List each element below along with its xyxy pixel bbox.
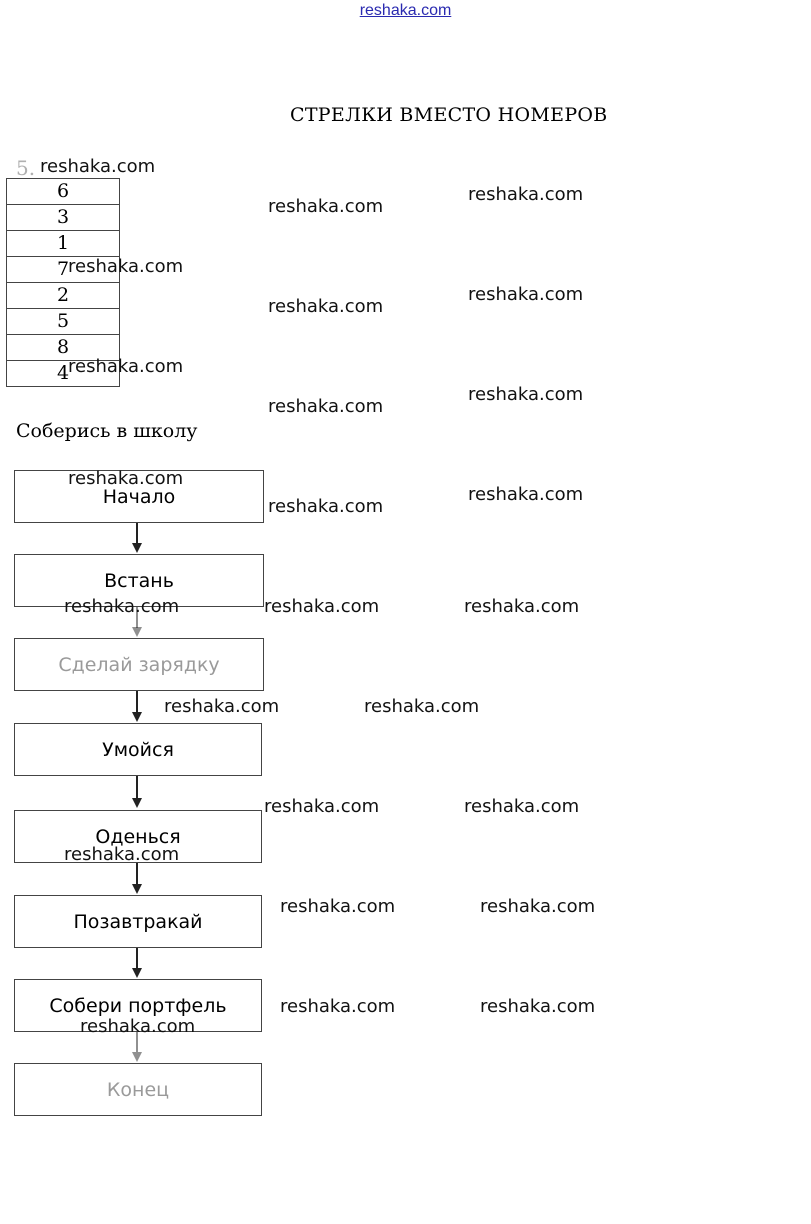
flow-step-breakfast: Позавтракай — [14, 895, 262, 948]
watermark: reshaka.com — [40, 156, 156, 177]
watermark: reshaka.com — [64, 596, 180, 617]
header-site-link[interactable]: reshaka.com — [359, 2, 452, 19]
number-cell: 1 — [7, 231, 120, 257]
flow-arrow — [136, 523, 138, 544]
watermark: reshaka.com — [264, 796, 380, 817]
watermark: reshaka.com — [468, 384, 584, 405]
watermark: reshaka.com — [268, 296, 384, 317]
flow-step-start: Начало — [14, 470, 264, 523]
number-cell: 2 — [7, 283, 120, 309]
number-row — [7, 309, 120, 335]
number-cell: 3 — [7, 205, 120, 231]
flowchart-subtitle: Соберись в школу — [16, 420, 198, 442]
flow-arrow-head — [132, 968, 142, 978]
watermark: reshaka.com — [364, 696, 480, 717]
flow-arrow — [136, 948, 138, 968]
number-cell: 5 — [7, 309, 120, 335]
flow-arrow-head — [132, 884, 142, 894]
watermark: reshaka.com — [68, 356, 184, 377]
watermark: reshaka.com — [64, 844, 180, 865]
flow-arrow — [136, 776, 138, 799]
watermark: reshaka.com — [68, 468, 184, 489]
watermark: reshaka.com — [268, 396, 384, 417]
flow-arrow-head — [132, 712, 142, 722]
watermark: reshaka.com — [468, 484, 584, 505]
flow-step-get-up: Встань — [14, 554, 264, 607]
watermark: reshaka.com — [268, 496, 384, 517]
flow-step-wash: Умойся — [14, 723, 262, 776]
watermark: reshaka.com — [280, 996, 396, 1017]
watermark: reshaka.com — [80, 1016, 196, 1037]
flow-arrow — [136, 691, 138, 713]
watermark: reshaka.com — [164, 696, 280, 717]
watermark: reshaka.com — [468, 184, 584, 205]
flow-arrow-head — [132, 543, 142, 553]
watermark: reshaka.com — [464, 796, 580, 817]
watermark: reshaka.com — [464, 596, 580, 617]
watermark: reshaka.com — [268, 196, 384, 217]
flow-arrow — [136, 863, 138, 884]
number-cell: 8 — [7, 335, 120, 361]
flow-arrow-head — [132, 1052, 142, 1062]
page-title: СТРЕЛКИ ВМЕСТО НОМЕРОВ — [290, 104, 608, 126]
flow-step-pack-bag: Собери портфель — [14, 979, 262, 1032]
number-row — [7, 205, 120, 231]
watermark: reshaka.com — [264, 596, 380, 617]
watermark: reshaka.com — [480, 996, 596, 1017]
flow-arrow-head — [132, 627, 142, 637]
task-number: 5. — [16, 156, 36, 180]
watermark: reshaka.com — [68, 256, 184, 277]
flow-step-exercise: Сделай зарядку — [14, 638, 264, 691]
flow-arrow-head — [132, 798, 142, 808]
watermark: reshaka.com — [280, 896, 396, 917]
number-row — [7, 231, 120, 257]
number-cell: 6 — [7, 179, 120, 205]
flow-step-end: Конец — [14, 1063, 262, 1116]
watermark: reshaka.com — [480, 896, 596, 917]
number-row — [7, 179, 120, 205]
number-cell: 7 — [7, 257, 120, 283]
flow-step-dress: Оденься — [14, 810, 262, 863]
number-row — [7, 283, 120, 309]
number-cell: 4 — [7, 361, 120, 387]
watermark: reshaka.com — [468, 284, 584, 305]
